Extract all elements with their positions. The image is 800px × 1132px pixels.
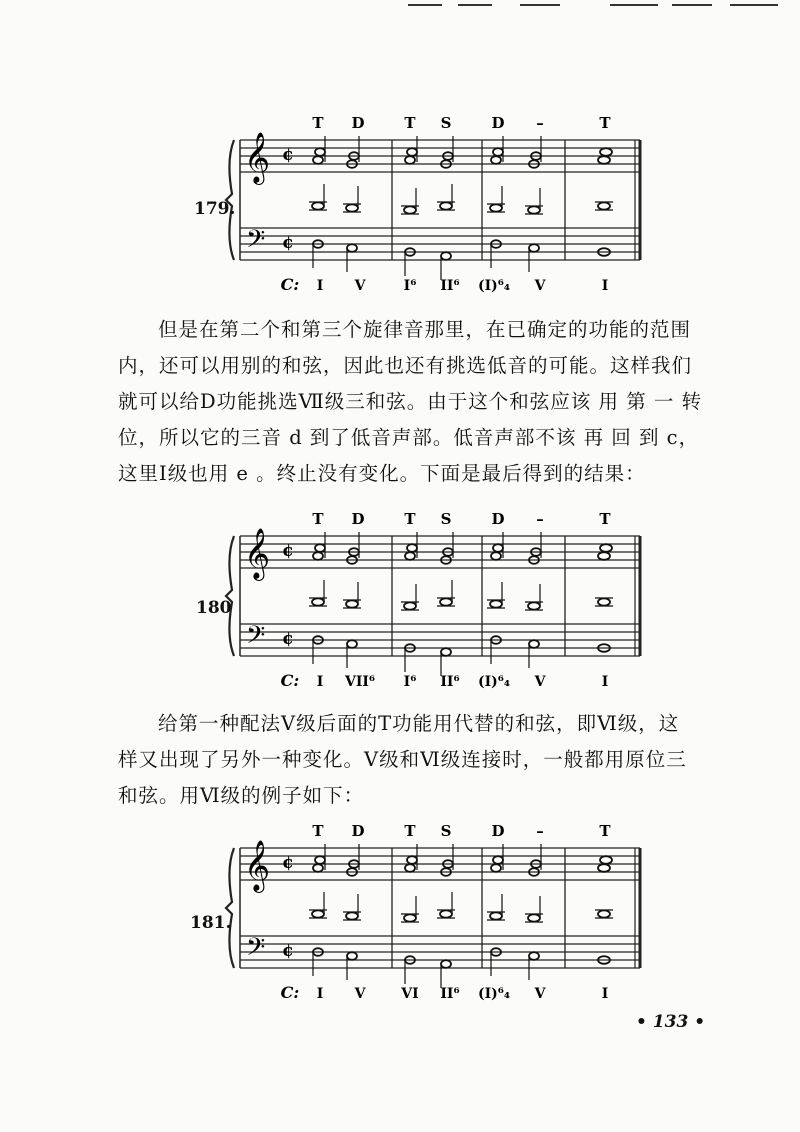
note-head (347, 244, 357, 252)
note-head (312, 202, 324, 209)
function-label: S (440, 510, 452, 528)
degree-label: I (316, 986, 324, 1002)
header-rule (730, 4, 778, 6)
note-head (347, 640, 357, 648)
note-head (598, 864, 610, 872)
note-head (440, 910, 452, 917)
note-head (315, 856, 325, 864)
body-paragraph (118, 312, 718, 492)
function-label: D (491, 114, 505, 132)
time-signature: ¢ (282, 853, 294, 873)
note-head (407, 544, 417, 552)
degree-label: C: (280, 671, 300, 690)
note-head (491, 552, 501, 560)
header-rule (672, 4, 712, 6)
note-head (346, 912, 358, 919)
degree-label: I (601, 278, 609, 294)
note-head (493, 856, 503, 864)
note-head (407, 856, 417, 864)
function-label: S (440, 822, 452, 840)
note-head (441, 960, 451, 968)
brace (226, 536, 234, 656)
note-head (313, 156, 323, 164)
degree-label: V (354, 278, 366, 294)
note-head (312, 910, 324, 917)
time-signature: ¢ (282, 541, 294, 561)
note-head (598, 202, 610, 209)
function-label: D (351, 114, 365, 132)
score (0, 506, 800, 696)
note-head (315, 148, 325, 156)
degree-label: C: (280, 275, 300, 294)
note-head (407, 148, 417, 156)
degree-label: (I)⁶₄ (477, 674, 511, 690)
function-label: T (404, 822, 416, 840)
music-example (0, 506, 800, 696)
function-label: D (351, 822, 365, 840)
degree-label: VII⁶ (344, 674, 376, 690)
function-label: T (599, 822, 611, 840)
degree-label: (I)⁶₄ (477, 278, 511, 294)
text-line: 就可以给D功能挑选Ⅶ级三和弦。由于这个和弦应该 用 第 一 转 (118, 390, 703, 413)
treble-clef: 𝄞 (244, 528, 271, 579)
function-label: D (351, 510, 365, 528)
treble-clef: 𝄞 (244, 132, 271, 183)
note-head (491, 864, 501, 872)
note-head (529, 244, 539, 252)
bass-clef: 𝄢 (246, 225, 266, 260)
degree-label: V (354, 986, 366, 1002)
time-signature: ¢ (282, 233, 294, 253)
note-head (441, 252, 451, 260)
page-number: • 133 • (636, 1012, 706, 1032)
text-line: 但是在第二个和第三个旋律音那里，在已确定的功能的范围 (158, 318, 692, 341)
function-label: T (312, 114, 324, 132)
degree-label: II⁶ (440, 674, 460, 690)
note-head (528, 602, 540, 609)
function-label: T (599, 114, 611, 132)
function-label: – (536, 510, 544, 528)
note-head (346, 204, 358, 211)
note-head (598, 552, 610, 560)
note-head (404, 206, 416, 213)
degree-label: V (534, 278, 546, 294)
function-label: – (536, 822, 544, 840)
note-head (315, 544, 325, 552)
score (0, 110, 800, 300)
function-label: – (536, 114, 544, 132)
note-head (490, 912, 502, 919)
note-head (491, 156, 501, 164)
degree-label: V (534, 986, 546, 1002)
note-head (313, 552, 323, 560)
note-head (529, 640, 539, 648)
header-rule (408, 4, 442, 6)
note-head (529, 952, 539, 960)
score (0, 818, 800, 1008)
note-head (598, 156, 610, 164)
music-example (0, 110, 800, 300)
degree-label: I (316, 674, 324, 690)
text-line: 这里Ⅰ级也用 e 。终止没有变化。下面是最后得到的结果： (118, 462, 646, 485)
header-rule (458, 4, 492, 6)
degree-label: V (534, 674, 546, 690)
function-label: T (312, 510, 324, 528)
degree-label: II⁶ (440, 986, 460, 1002)
note-head (493, 544, 503, 552)
treble-clef: 𝄞 (244, 840, 271, 891)
note-head (347, 952, 357, 960)
header-rule (610, 4, 658, 6)
function-label: T (312, 822, 324, 840)
function-label: D (491, 510, 505, 528)
degree-label: VI (401, 986, 419, 1002)
function-label: S (440, 114, 452, 132)
note-head (440, 202, 452, 209)
text-line: 内，还可以用别的和弦，因此也还有挑选低音的可能。这样我们 (118, 354, 693, 377)
body-paragraph (118, 706, 718, 814)
note-head (528, 206, 540, 213)
example-number: 181. (190, 913, 232, 933)
note-head (528, 914, 540, 921)
brace (226, 848, 234, 968)
time-signature: ¢ (282, 629, 294, 649)
function-label: T (599, 510, 611, 528)
example-number: 180 (196, 598, 232, 618)
degree-label: I (601, 674, 609, 690)
note-head (441, 648, 451, 656)
note-head (490, 600, 502, 607)
degree-label: I⁶ (403, 674, 417, 690)
function-label: T (404, 510, 416, 528)
degree-label: C: (280, 983, 300, 1002)
note-head (404, 602, 416, 609)
note-head (404, 914, 416, 921)
note-head (598, 598, 610, 605)
music-example (0, 818, 800, 1008)
text-line: 样又出现了另外一种变化。Ⅴ级和Ⅵ级连接时，一般都用原位三 (118, 748, 687, 771)
note-head (490, 204, 502, 211)
note-head (405, 552, 415, 560)
note-head (598, 910, 610, 917)
note-head (600, 544, 612, 552)
note-head (493, 148, 503, 156)
time-signature: ¢ (282, 941, 294, 961)
note-head (405, 864, 415, 872)
note-head (405, 156, 415, 164)
text-line: 位，所以它的三音 d 到了低音声部。低音声部不该 再 回 到 c， (118, 426, 700, 449)
degree-label: II⁶ (440, 278, 460, 294)
function-label: D (491, 822, 505, 840)
text-line: 给第一种配法Ⅴ级后面的T功能用代替的和弦，即Ⅵ级，这 (158, 712, 680, 735)
example-number: 179. (194, 199, 236, 219)
degree-label: (I)⁶₄ (477, 986, 511, 1002)
note-head (346, 600, 358, 607)
time-signature: ¢ (282, 145, 294, 165)
bass-clef: 𝄢 (246, 621, 266, 656)
note-head (600, 856, 612, 864)
header-rule (520, 4, 560, 6)
degree-label: I⁶ (403, 278, 417, 294)
bass-clef: 𝄢 (246, 933, 266, 968)
text-line: 和弦。用Ⅵ级的例子如下： (118, 784, 365, 807)
note-head (440, 598, 452, 605)
note-head (313, 864, 323, 872)
degree-label: I (316, 278, 324, 294)
function-label: T (404, 114, 416, 132)
note-head (312, 598, 324, 605)
note-head (600, 148, 612, 156)
degree-label: I (601, 986, 609, 1002)
